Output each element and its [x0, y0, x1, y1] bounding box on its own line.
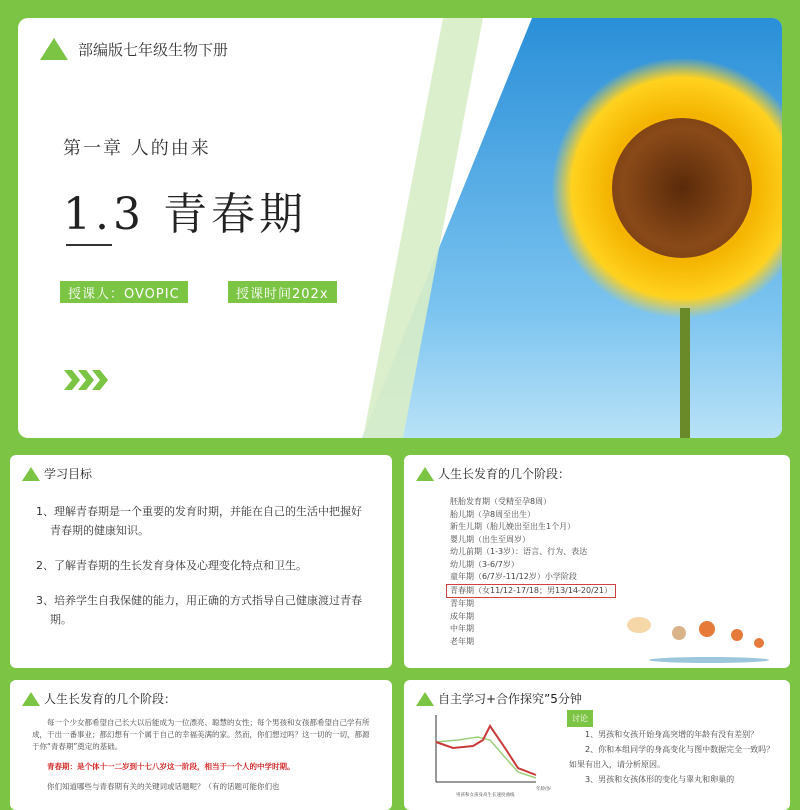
slide-heading: 学习目标	[44, 467, 93, 481]
discussion-badge: 讨论	[567, 710, 593, 727]
time-tag: 授课时间202x	[228, 281, 337, 303]
growth-rate-chart	[418, 710, 558, 800]
explore-slide[interactable]	[404, 680, 790, 810]
question-paragraph: 你们知道哪些与青春期有关的关键词或话题呢？（有的话题可能你们也	[47, 782, 280, 791]
triangle-icon	[40, 38, 68, 60]
boy-curve	[436, 726, 536, 775]
divider	[66, 244, 112, 246]
stage-item: 童年期（6/7岁-11/12岁）小学阶段	[450, 572, 577, 581]
triangle-icon	[22, 467, 40, 481]
stage-item-highlighted: 青春期（女11/12-17/18；男13/14-20/21）	[446, 584, 616, 599]
cover-slide[interactable]	[18, 18, 782, 438]
slide-heading: 自主学习+合作探究”5分钟	[438, 692, 582, 706]
stage-item: 幼儿前期（1-3岁）：语言、行为、表达	[450, 547, 588, 556]
series-title	[40, 38, 228, 60]
stage-item: 婴儿期（出生至周岁）	[450, 534, 530, 544]
definition-text: 青春期：是个体十一二岁到十七八岁这一阶段，相当于一个人的中学时期。	[47, 762, 295, 771]
stage-item: 胎儿期（孕8周至出生）	[450, 509, 536, 519]
goal-item: 3、培养学生自我保健的能力，用正确的方式指导自己健康渡过青春期。	[36, 594, 362, 626]
teacher-tag: 授课人：OVOPIC	[60, 281, 188, 303]
triangle-icon	[416, 467, 434, 481]
question-item: 2、你和本组同学的身高变化与图中数据完全一致吗？如果有出入，请分析原因。	[569, 745, 775, 769]
question-item: 1、男孩和女孩开始身高突增的年龄有没有差别？	[585, 730, 759, 739]
triangle-icon	[416, 692, 434, 706]
slide-heading: 人生长发育的几个阶段：	[438, 467, 571, 481]
stage-item: 老年期	[450, 636, 474, 646]
x-axis-label: 年龄/岁	[536, 787, 552, 792]
goal-item: 1、理解青春期是一个重要的发育时期，并能在自己的生活中把握好青春期的健康知识。	[36, 505, 362, 537]
stage-item: 成年期	[450, 611, 474, 621]
girl-curve	[436, 737, 536, 778]
stage-item: 胚胎发育期（受精至孕8周）	[450, 497, 552, 506]
lesson-title: 1.3 青春期	[63, 189, 307, 240]
goals-slide[interactable]	[10, 455, 392, 668]
triangle-icon	[22, 692, 40, 706]
stage-item: 幼儿期（3-6/7岁）	[450, 559, 519, 569]
question-list	[569, 710, 779, 787]
stage-item: 中年期	[450, 624, 474, 633]
series-text: 部编版七年级生物下册	[78, 40, 229, 59]
stage-item: 新生儿期（胎儿娩出至出生1个月）	[450, 522, 576, 531]
chevrons-icon	[64, 370, 106, 390]
chart-caption: 男孩和女孩身高生长速度曲线	[456, 793, 515, 798]
goal-item: 2、了解青春期的生长发育身体及心理变化特点和卫生。	[36, 559, 307, 572]
stages-slide[interactable]	[404, 455, 790, 668]
stage-item: 青年期	[450, 599, 474, 608]
question-item: 3、男孩和女孩体形的变化与睾丸和卵巢的	[585, 775, 735, 784]
slide-heading: 人生长发育的几个阶段：	[44, 692, 177, 706]
growth-illustration	[619, 605, 784, 665]
intro-slide[interactable]	[10, 680, 392, 810]
intro-paragraph: 每一个少女都希望自己长大以后能成为一位漂亮、聪慧的女性；每个男孩和女孩都希望自己学有所成，干出一番事业；都幻想有一个属于自己的幸福美满的家。然而，你们想过吗？这一切的一切，都源于你“青春期”奠定的基础。	[32, 718, 370, 751]
chapter-title: 第一章 人的由来	[63, 138, 211, 159]
